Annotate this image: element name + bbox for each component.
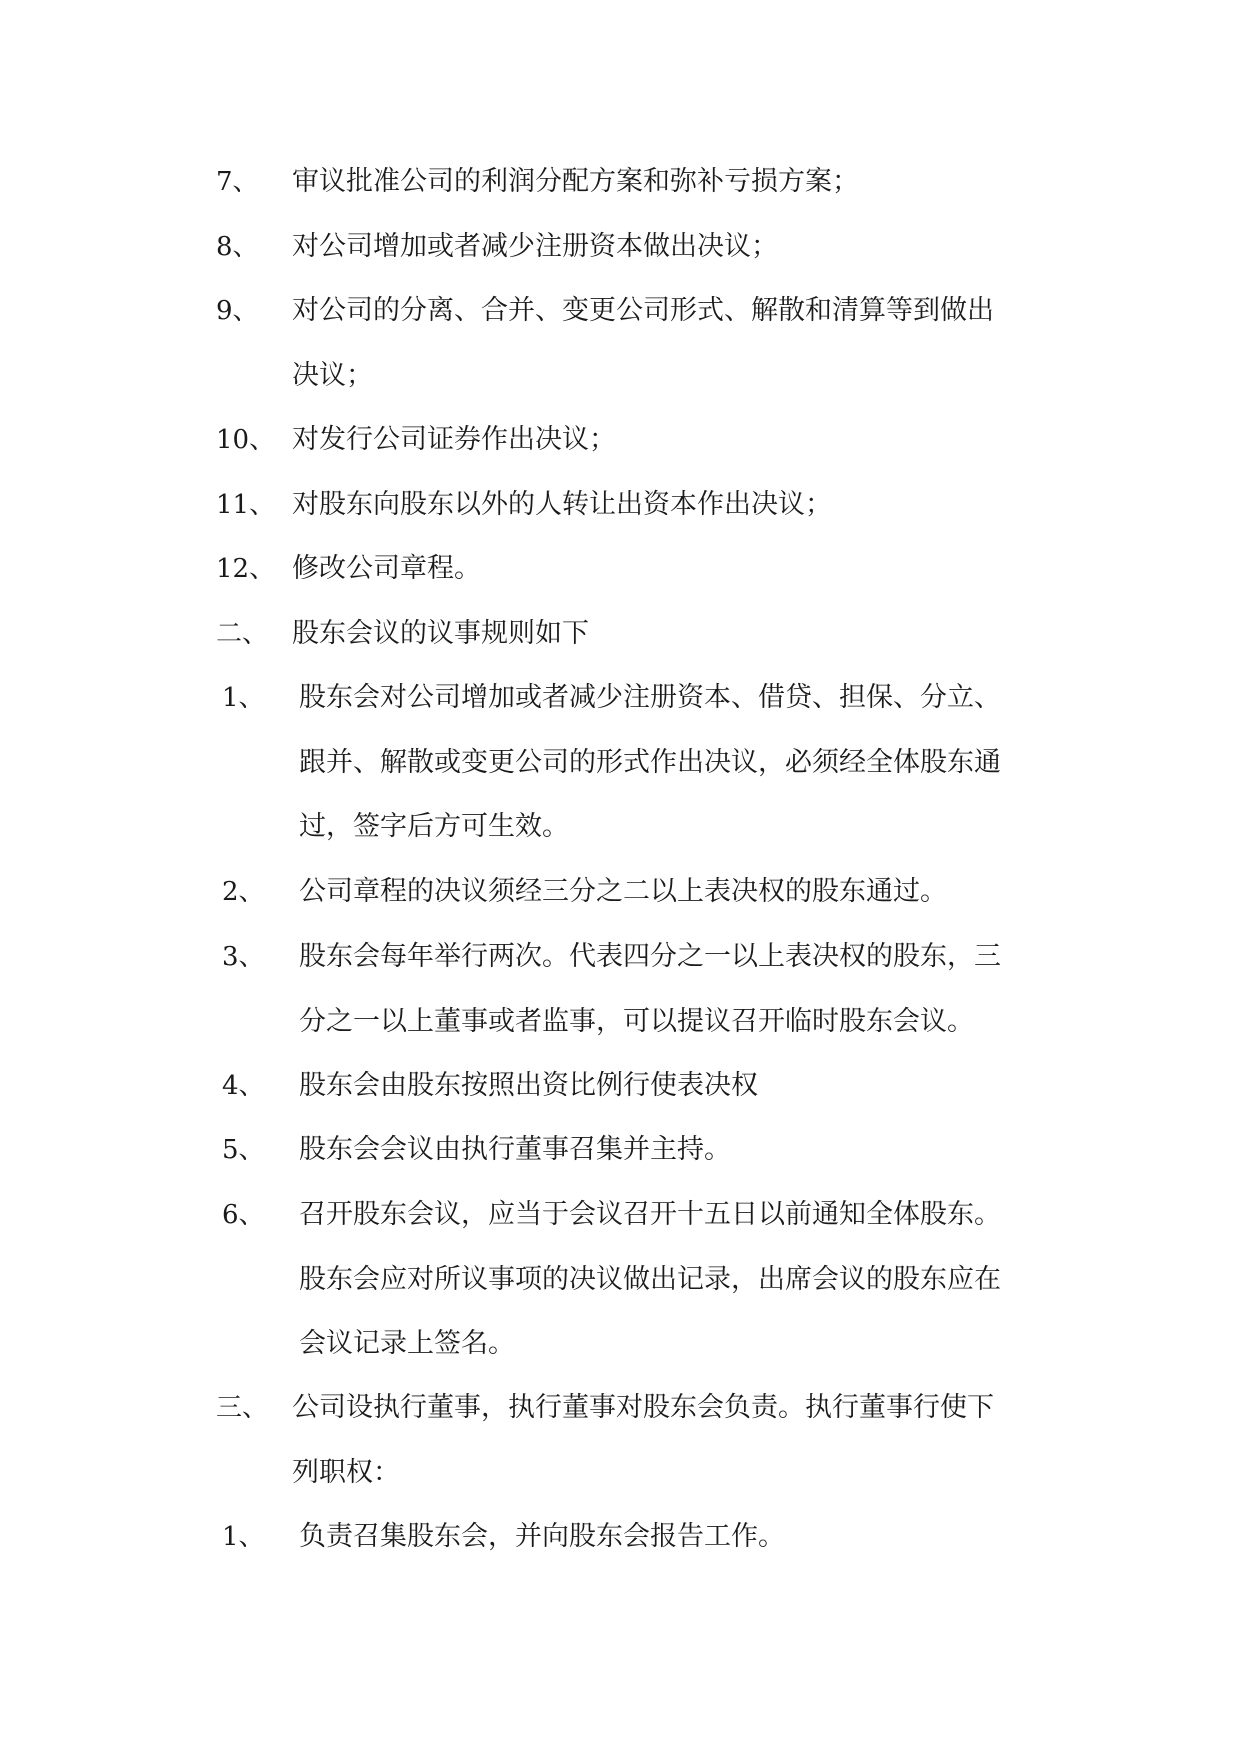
item-number: 4、 xyxy=(222,1071,265,1101)
item-text: 公司章程的决议须经三分之二以上表决权的股东通过。 xyxy=(299,876,947,907)
item-number: 1、 xyxy=(222,683,265,713)
item-text: 负责召集股东会，并向股东会报告工作。 xyxy=(299,1521,785,1552)
section-text: 公司设执行董事，执行董事对股东会负责。执行董事行使下 列职权： xyxy=(292,1392,994,1488)
item-text: 对公司的分离、合并、变更公司形式、解散和清算等到做出 决议； xyxy=(292,295,994,391)
item-number: 3、 xyxy=(222,942,265,972)
item-number: 8、 xyxy=(216,232,259,262)
section-number: 三、 xyxy=(216,1393,269,1423)
item-text: 对股东向股东以外的人转让出资本作出决议； xyxy=(292,489,832,520)
item-text: 股东会每年举行两次。代表四分之一以上表决权的股东，三 分之一以上董事或者监事，可以提议召开临时股东会议。 xyxy=(299,941,1001,1037)
item-text: 召开股东会议，应当于会议召开十五日以前通知全体股东。 股东会应对所议事项的决议做出记录，出席会议的股东应在 会议记录上签名。 xyxy=(299,1199,1001,1359)
item-text: 股东会对公司增加或者减少注册资本、借贷、担保、分立、 跟并、解散或变更公司的形式作出决议，必须经全体股东通 过，签字后方可生效。 xyxy=(299,682,1001,842)
item-number: 5、 xyxy=(222,1135,265,1165)
item-number: 6、 xyxy=(222,1200,265,1230)
item-number: 9、 xyxy=(216,296,259,326)
item-number: 2、 xyxy=(222,877,265,907)
section-number: 二、 xyxy=(216,619,269,649)
item-number: 1、 xyxy=(222,1522,265,1552)
item-text: 审议批准公司的利润分配方案和弥补亏损方案； xyxy=(292,166,859,197)
item-text: 股东会由股东按照出资比例行使表决权 xyxy=(299,1070,758,1101)
item-text: 对发行公司证券作出决议； xyxy=(292,424,616,455)
item-number: 12、 xyxy=(216,554,276,584)
item-number: 10、 xyxy=(216,425,276,455)
item-text: 股东会会议由执行董事召集并主持。 xyxy=(299,1134,731,1165)
item-number: 7、 xyxy=(216,167,259,197)
section-text: 股东会议的议事规则如下 xyxy=(292,618,589,649)
item-text: 修改公司章程。 xyxy=(292,553,481,584)
item-text: 对公司增加或者减少注册资本做出决议； xyxy=(292,231,778,262)
item-number: 11、 xyxy=(216,490,276,520)
